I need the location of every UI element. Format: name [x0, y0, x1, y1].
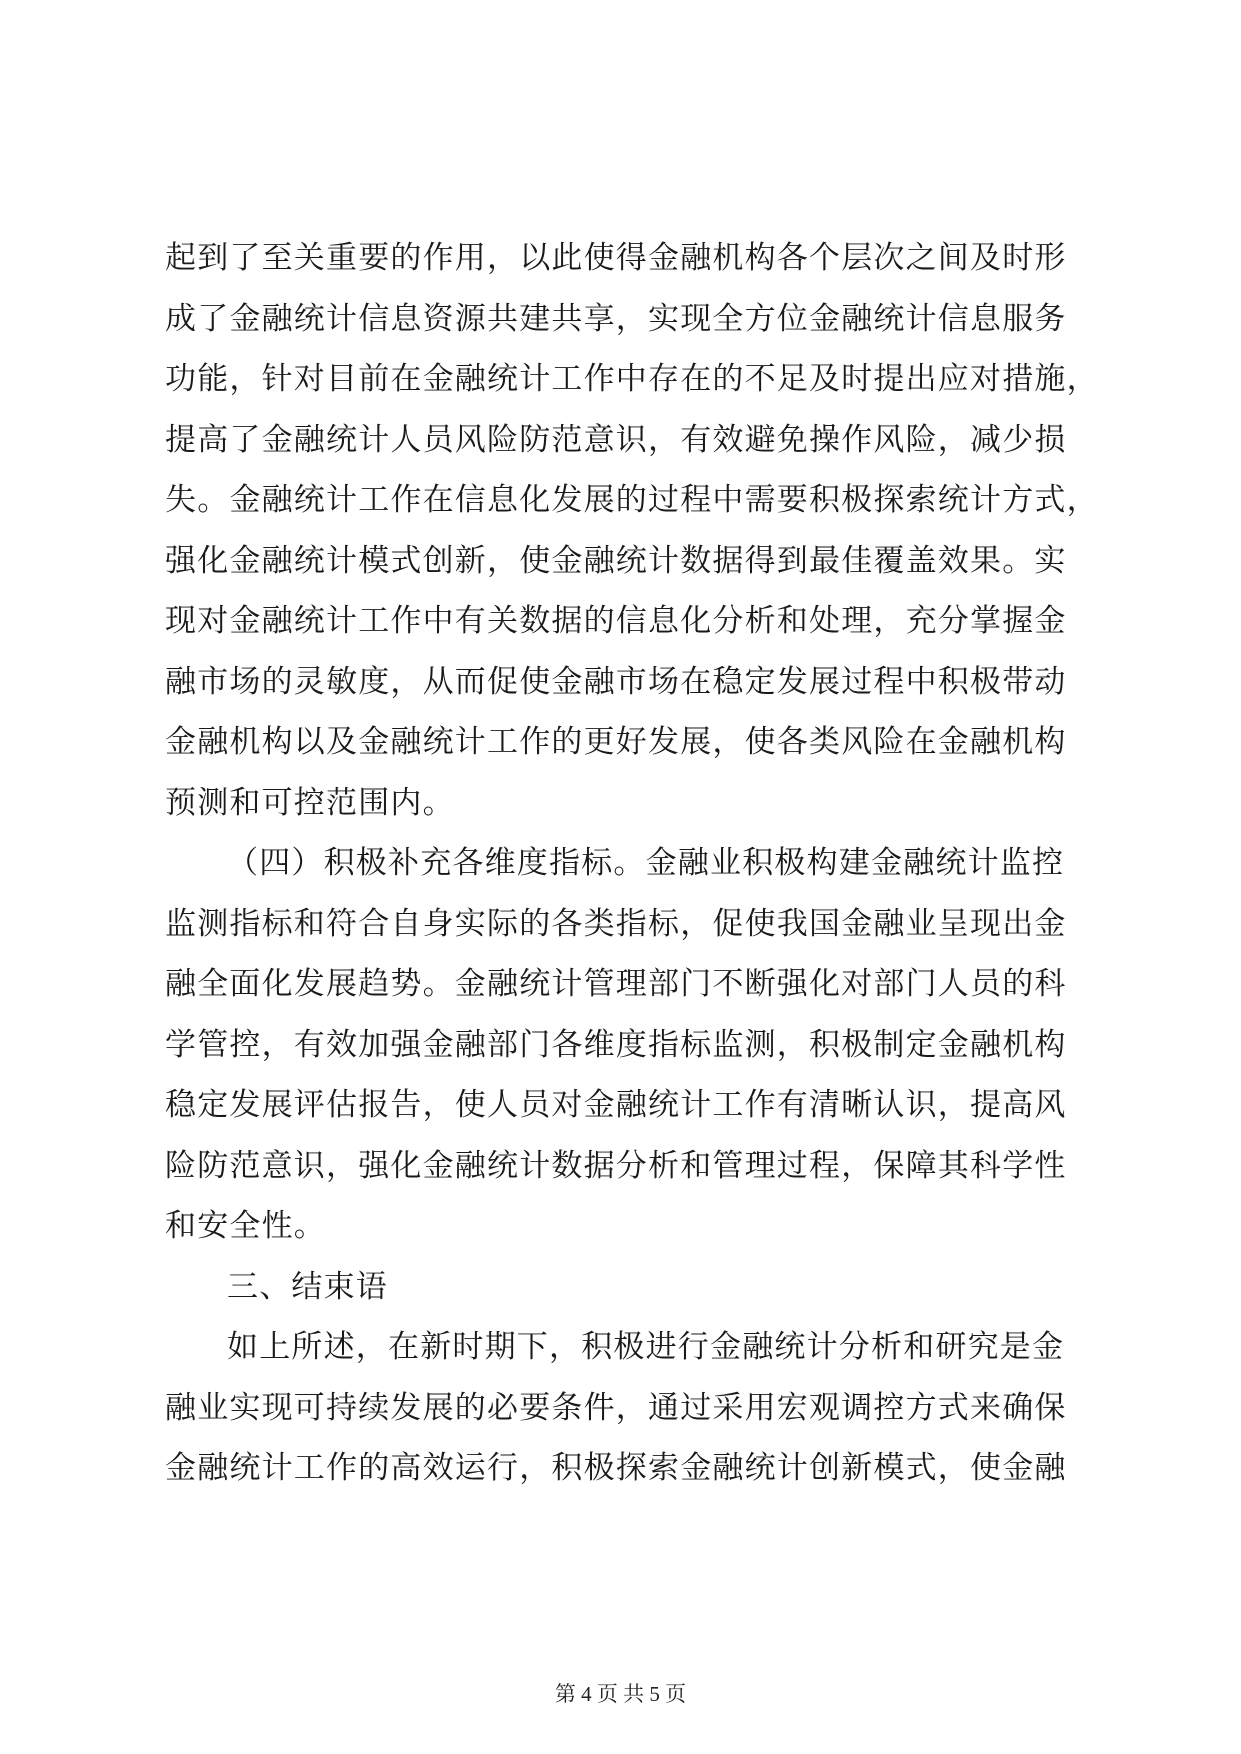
text-line: 提高了金融统计人员风险防范意识，有效避免操作风险，减少损 — [165, 421, 1067, 458]
text-line: 融业实现可持续发展的必要条件，通过采用宏观调控方式来确保 — [165, 1389, 1067, 1426]
page-footer: 第 4 页 共 5 页 — [554, 1682, 687, 1706]
text-line: 融全面化发展趋势。金融统计管理部门不断强化对部门人员的科 — [165, 966, 1067, 1002]
section-heading-line: （四）积极补充各维度指标。金融业积极构建金融统计监控 — [227, 845, 1065, 881]
text-line: 监测指标和符合自身实际的各类指标，促使我国金融业呈现出金 — [165, 905, 1067, 942]
text-line: 融市场的灵敏度，从而促使金融市场在稳定发展过程中积极带动 — [165, 663, 1067, 700]
text-line: 学管控，有效加强金融部门各维度指标监测，积极制定金融机构 — [165, 1026, 1067, 1063]
text-line: 预测和可控范围内。 — [165, 784, 455, 821]
paragraph-start-line: 如上所述，在新时期下，积极进行金融统计分析和研究是金 — [227, 1329, 1065, 1365]
text-line: 失。金融统计工作在信息化发展的过程中需要积极探索统计方式， — [165, 482, 1099, 518]
body-text — [165, 228, 1099, 1499]
text-line: 现对金融统计工作中有关数据的信息化分析和处理，充分掌握金 — [165, 603, 1067, 639]
text-line: 功能，针对目前在金融统计工作中存在的不足及时提出应对措施， — [165, 361, 1099, 397]
text-line: 起到了至关重要的作用，以此使得金融机构各个层次之间及时形 — [165, 240, 1067, 276]
text-line: 稳定发展评估报告，使人员对金融统计工作有清晰认识，提高风 — [165, 1087, 1067, 1123]
text-line: 金融机构以及金融统计工作的更好发展，使各类风险在金融机构 — [165, 724, 1067, 760]
text-line: 险防范意识，强化金融统计数据分析和管理过程，保障其科学性 — [165, 1147, 1067, 1184]
text-line: 成了金融统计信息资源共建共享，实现全方位金融统计信息服务 — [165, 300, 1067, 337]
text-line: 和安全性。 — [165, 1208, 326, 1244]
text-line: 强化金融统计模式创新，使金融统计数据得到最佳覆盖效果。实 — [165, 542, 1067, 579]
text-line: 金融统计工作的高效运行，积极探索金融统计创新模式，使金融 — [165, 1450, 1067, 1486]
section-heading: 三、结束语 — [227, 1268, 388, 1305]
